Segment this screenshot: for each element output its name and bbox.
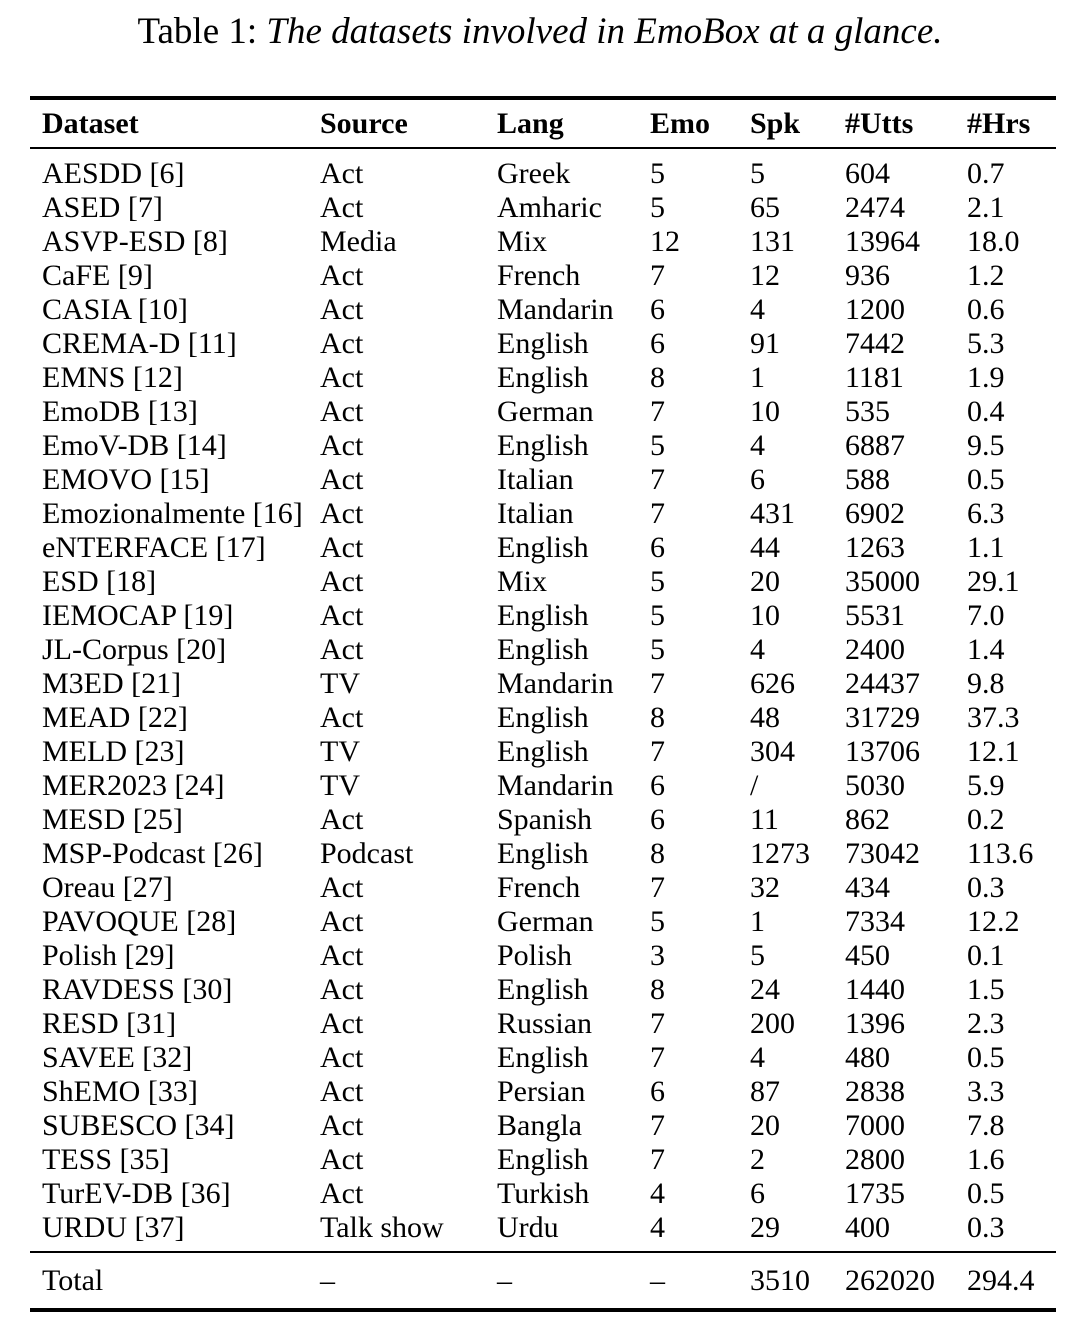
cell-utts: 2800: [845, 1143, 905, 1176]
cell-lang: Persian: [497, 1075, 586, 1108]
cell-lang: Amharic: [497, 191, 602, 224]
cell-emo: 3: [650, 939, 665, 972]
cell-hrs: 1.1: [967, 531, 1005, 564]
table-row: [30, 701, 1056, 735]
cell-emo: 8: [650, 837, 665, 870]
cell-lang: German: [497, 395, 594, 428]
cell-spk: 4: [750, 429, 765, 462]
total-cell-utts: 262020: [845, 1252, 967, 1310]
cell-utts: 7334: [845, 905, 905, 938]
cell-dataset: Emozionalmente [16]: [42, 497, 303, 530]
table-row: [30, 1177, 1056, 1211]
cell-spk: 10: [750, 395, 780, 428]
table-row: [30, 191, 1056, 225]
table-row: [30, 531, 1056, 565]
cell-utts: 862: [845, 803, 890, 836]
table-row: [30, 871, 1056, 905]
table-row: [30, 293, 1056, 327]
cell-spk: 1: [750, 905, 765, 938]
cell-source: Act: [320, 463, 364, 496]
cell-utts: 1735: [845, 1177, 905, 1210]
cell-dataset: MER2023 [24]: [42, 769, 225, 802]
table-row: [30, 905, 1056, 939]
cell-lang: English: [497, 837, 589, 870]
table-row: [30, 803, 1056, 837]
datasets-table: [30, 96, 1056, 1312]
table-row: [30, 769, 1056, 803]
cell-dataset: eNTERFACE [17]: [42, 531, 266, 564]
cell-source: Act: [320, 565, 364, 598]
cell-dataset: ShEMO [33]: [42, 1075, 198, 1108]
cell-lang: English: [497, 599, 589, 632]
cell-spk: 87: [750, 1075, 780, 1108]
cell-dataset: EmoDB [13]: [42, 395, 198, 428]
cell-lang: French: [497, 871, 581, 904]
table-row: [30, 565, 1056, 599]
cell-lang: Urdu: [497, 1211, 559, 1244]
cell-lang: Polish: [497, 939, 573, 972]
cell-spk: 1: [750, 361, 765, 394]
cell-dataset: MESD [25]: [42, 803, 183, 836]
cell-utts: 434: [845, 871, 890, 904]
cell-source: Act: [320, 905, 364, 938]
table-row: [30, 1075, 1056, 1109]
cell-dataset: Polish [29]: [42, 939, 175, 972]
cell-spk: 10: [750, 599, 780, 632]
cell-lang: English: [497, 633, 589, 666]
caption-text: The datasets involved in EmoBox at a glance.: [266, 11, 943, 52]
col-header-hrs: #Hrs: [967, 98, 1056, 148]
cell-hrs: 0.1: [967, 939, 1005, 972]
cell-spk: 200: [750, 1007, 795, 1040]
cell-emo: 7: [650, 259, 665, 292]
total-cell-lang: –: [497, 1252, 650, 1310]
cell-source: Act: [320, 1177, 364, 1210]
cell-utts: 73042: [845, 837, 920, 870]
cell-emo: 6: [650, 327, 665, 360]
cell-hrs: 7.0: [967, 599, 1005, 632]
cell-spk: 24: [750, 973, 780, 1006]
cell-hrs: 0.2: [967, 803, 1005, 836]
cell-spk: 20: [750, 565, 780, 598]
cell-lang: Mandarin: [497, 293, 614, 326]
cell-spk: 29: [750, 1211, 780, 1244]
cell-emo: 7: [650, 1041, 665, 1074]
cell-dataset: EMOVO [15]: [42, 463, 210, 496]
cell-spk: 431: [750, 497, 795, 530]
cell-emo: 5: [650, 905, 665, 938]
cell-emo: 7: [650, 497, 665, 530]
cell-utts: 450: [845, 939, 890, 972]
cell-dataset: ASVP-ESD [8]: [42, 225, 228, 258]
cell-spk: 6: [750, 463, 765, 496]
cell-dataset: TESS [35]: [42, 1143, 170, 1176]
cell-lang: Mix: [497, 565, 548, 598]
col-header-lang: Lang: [497, 98, 650, 148]
table-row: [30, 497, 1056, 531]
cell-hrs: 12.1: [967, 735, 1020, 768]
cell-source: TV: [320, 735, 360, 768]
cell-spk: 65: [750, 191, 780, 224]
cell-utts: 480: [845, 1041, 890, 1074]
cell-source: Act: [320, 939, 364, 972]
col-header-emo: Emo: [650, 98, 750, 148]
table-row: [30, 837, 1056, 871]
cell-utts: 2838: [845, 1075, 905, 1108]
cell-utts: 1440: [845, 973, 905, 1006]
table-row: [30, 148, 1056, 191]
cell-emo: 8: [650, 973, 665, 1006]
cell-hrs: 1.2: [967, 259, 1005, 292]
cell-utts: 35000: [845, 565, 920, 598]
cell-lang: Spanish: [497, 803, 593, 836]
cell-spk: 626: [750, 667, 795, 700]
table-row: [30, 973, 1056, 1007]
cell-emo: 5: [650, 599, 665, 632]
table-row: [30, 259, 1056, 293]
cell-spk: 44: [750, 531, 780, 564]
cell-hrs: 2.1: [967, 191, 1005, 224]
cell-hrs: 3.3: [967, 1075, 1005, 1108]
cell-emo: 5: [650, 191, 665, 224]
cell-emo: 8: [650, 701, 665, 734]
cell-emo: 7: [650, 395, 665, 428]
cell-spk: 1273: [750, 837, 810, 870]
cell-utts: 400: [845, 1211, 890, 1244]
cell-lang: Mandarin: [497, 667, 614, 700]
total-cell-emo: –: [650, 1252, 750, 1310]
cell-lang: Mandarin: [497, 769, 614, 802]
cell-utts: 6902: [845, 497, 905, 530]
table-row: [30, 395, 1056, 429]
cell-dataset: CREMA-D [11]: [42, 327, 237, 360]
cell-emo: 4: [650, 1177, 665, 1210]
cell-dataset: CASIA [10]: [42, 293, 188, 326]
cell-lang: German: [497, 905, 594, 938]
cell-dataset: SAVEE [32]: [42, 1041, 193, 1074]
cell-emo: 4: [650, 1211, 665, 1244]
cell-lang: Mix: [497, 225, 548, 258]
cell-source: Podcast: [320, 837, 414, 870]
cell-source: Act: [320, 973, 364, 1006]
col-header-source: Source: [320, 98, 497, 148]
cell-utts: 5030: [845, 769, 905, 802]
cell-lang: Bangla: [497, 1109, 582, 1142]
cell-utts: 1181: [845, 361, 904, 394]
cell-source: Act: [320, 157, 364, 190]
cell-emo: 5: [650, 157, 665, 190]
cell-dataset: MELD [23]: [42, 735, 185, 768]
cell-lang: English: [497, 735, 589, 768]
cell-dataset: M3ED [21]: [42, 667, 182, 700]
table-row: [30, 735, 1056, 769]
cell-lang: English: [497, 361, 589, 394]
cell-lang: French: [497, 259, 581, 292]
cell-emo: 7: [650, 735, 665, 768]
cell-emo: 6: [650, 769, 665, 802]
cell-dataset: PAVOQUE [28]: [42, 905, 237, 938]
cell-lang: English: [497, 1041, 589, 1074]
cell-emo: 7: [650, 871, 665, 904]
cell-utts: 5531: [845, 599, 905, 632]
cell-utts: 2400: [845, 633, 905, 666]
cell-source: Act: [320, 429, 364, 462]
cell-source: Act: [320, 361, 364, 394]
table-row: [30, 1041, 1056, 1075]
cell-spk: /: [750, 769, 759, 802]
cell-source: Act: [320, 191, 364, 224]
table-caption: [0, 8, 1080, 56]
cell-hrs: 0.5: [967, 1041, 1005, 1074]
total-row: [30, 1252, 1056, 1310]
cell-utts: 1200: [845, 293, 905, 326]
table-body: [30, 148, 1056, 1252]
cell-utts: 13706: [845, 735, 920, 768]
cell-utts: 24437: [845, 667, 920, 700]
table-row: [30, 1143, 1056, 1177]
cell-lang: English: [497, 327, 589, 360]
cell-source: Act: [320, 1075, 364, 1108]
cell-hrs: 0.5: [967, 463, 1005, 496]
cell-hrs: 0.3: [967, 1211, 1005, 1244]
cell-spk: 5: [750, 939, 765, 972]
cell-emo: 7: [650, 1007, 665, 1040]
table-row: [30, 1109, 1056, 1143]
cell-spk: 6: [750, 1177, 765, 1210]
cell-utts: 31729: [845, 701, 920, 734]
col-header-spk: Spk: [750, 98, 845, 148]
cell-spk: 48: [750, 701, 780, 734]
cell-hrs: 1.5: [967, 973, 1005, 1006]
cell-dataset: ESD [18]: [42, 565, 157, 598]
col-header-dataset: Dataset: [30, 98, 320, 148]
cell-dataset: CaFE [9]: [42, 259, 153, 292]
cell-spk: 131: [750, 225, 795, 258]
cell-hrs: 5.3: [967, 327, 1005, 360]
cell-utts: 535: [845, 395, 890, 428]
cell-utts: 1263: [845, 531, 905, 564]
cell-source: TV: [320, 769, 360, 802]
cell-emo: 8: [650, 361, 665, 394]
cell-source: Act: [320, 803, 364, 836]
cell-hrs: 7.8: [967, 1109, 1005, 1142]
cell-emo: 6: [650, 531, 665, 564]
cell-spk: 91: [750, 327, 780, 360]
table-row: [30, 1007, 1056, 1041]
cell-lang: Italian: [497, 463, 574, 496]
cell-utts: 604: [845, 157, 890, 190]
cell-hrs: 113.6: [967, 837, 1034, 870]
cell-hrs: 0.5: [967, 1177, 1005, 1210]
table-row: [30, 361, 1056, 395]
cell-emo: 7: [650, 667, 665, 700]
cell-emo: 5: [650, 633, 665, 666]
cell-hrs: 0.6: [967, 293, 1005, 326]
cell-lang: Greek: [497, 157, 571, 190]
cell-dataset: AESDD [6]: [42, 157, 185, 190]
cell-utts: 1396: [845, 1007, 905, 1040]
cell-emo: 5: [650, 565, 665, 598]
cell-source: Act: [320, 259, 364, 292]
cell-utts: 2474: [845, 191, 905, 224]
cell-utts: 588: [845, 463, 890, 496]
cell-hrs: 9.5: [967, 429, 1005, 462]
cell-lang: English: [497, 701, 589, 734]
table-row: [30, 1211, 1056, 1252]
cell-hrs: 2.3: [967, 1007, 1005, 1040]
total-cell-source: –: [320, 1252, 497, 1310]
cell-spk: 32: [750, 871, 780, 904]
cell-source: Act: [320, 327, 364, 360]
caption-label: Table 1:: [137, 11, 258, 52]
cell-dataset: ASED [7]: [42, 191, 163, 224]
table-row: [30, 225, 1056, 259]
cell-spk: 304: [750, 735, 795, 768]
cell-dataset: URDU [37]: [42, 1211, 185, 1244]
cell-spk: 4: [750, 293, 765, 326]
cell-source: Act: [320, 1007, 364, 1040]
cell-spk: 5: [750, 157, 765, 190]
cell-source: Media: [320, 225, 397, 258]
table-row: [30, 939, 1056, 973]
cell-hrs: 29.1: [967, 565, 1020, 598]
cell-spk: 12: [750, 259, 780, 292]
cell-hrs: 12.2: [967, 905, 1020, 938]
table-row: [30, 327, 1056, 361]
cell-emo: 6: [650, 1075, 665, 1108]
cell-source: Talk show: [320, 1211, 444, 1244]
cell-hrs: 37.3: [967, 701, 1020, 734]
table-row: [30, 429, 1056, 463]
cell-spk: 4: [750, 633, 765, 666]
cell-dataset: RESD [31]: [42, 1007, 177, 1040]
cell-dataset: IEMOCAP [19]: [42, 599, 234, 632]
total-cell-dataset: Total: [30, 1252, 320, 1310]
cell-source: Act: [320, 395, 364, 428]
cell-dataset: JL-Corpus [20]: [42, 633, 227, 666]
cell-hrs: 1.4: [967, 633, 1005, 666]
cell-spk: 4: [750, 1041, 765, 1074]
cell-spk: 11: [750, 803, 779, 836]
cell-source: Act: [320, 1109, 364, 1142]
table-row: [30, 667, 1056, 701]
table-head-row: [30, 98, 1056, 148]
cell-lang: English: [497, 429, 589, 462]
cell-source: Act: [320, 599, 364, 632]
cell-hrs: 1.6: [967, 1143, 1005, 1176]
cell-lang: English: [497, 1143, 589, 1176]
cell-utts: 7000: [845, 1109, 905, 1142]
cell-dataset: Oreau [27]: [42, 871, 173, 904]
cell-emo: 7: [650, 1109, 665, 1142]
cell-spk: 20: [750, 1109, 780, 1142]
cell-spk: 2: [750, 1143, 765, 1176]
cell-source: Act: [320, 871, 364, 904]
cell-lang: English: [497, 973, 589, 1006]
cell-dataset: MEAD [22]: [42, 701, 188, 734]
cell-dataset: SUBESCO [34]: [42, 1109, 235, 1142]
cell-emo: 12: [650, 225, 680, 258]
table-row: [30, 599, 1056, 633]
cell-source: Act: [320, 497, 364, 530]
cell-hrs: 5.9: [967, 769, 1005, 802]
total-cell-hrs: 294.4: [967, 1252, 1056, 1310]
cell-dataset: RAVDESS [30]: [42, 973, 233, 1006]
cell-source: Act: [320, 701, 364, 734]
cell-hrs: 0.3: [967, 871, 1005, 904]
cell-dataset: EMNS [12]: [42, 361, 183, 394]
cell-lang: Turkish: [497, 1177, 590, 1210]
cell-hrs: 0.7: [967, 157, 1005, 190]
cell-emo: 7: [650, 1143, 665, 1176]
table-row: [30, 633, 1056, 667]
cell-utts: 13964: [845, 225, 920, 258]
table-row: [30, 463, 1056, 497]
col-header-utts: #Utts: [845, 98, 967, 148]
cell-dataset: MSP-Podcast [26]: [42, 837, 263, 870]
cell-utts: 6887: [845, 429, 905, 462]
cell-emo: 7: [650, 463, 665, 496]
cell-hrs: 1.9: [967, 361, 1005, 394]
cell-hrs: 6.3: [967, 497, 1005, 530]
cell-source: Act: [320, 293, 364, 326]
cell-emo: 5: [650, 429, 665, 462]
cell-source: Act: [320, 531, 364, 564]
cell-lang: English: [497, 531, 589, 564]
cell-source: Act: [320, 1143, 364, 1176]
total-cell-spk: 3510: [750, 1252, 845, 1310]
cell-utts: 936: [845, 259, 890, 292]
cell-dataset: EmoV-DB [14]: [42, 429, 227, 462]
cell-dataset: TurEV-DB [36]: [42, 1177, 231, 1210]
cell-emo: 6: [650, 803, 665, 836]
cell-utts: 7442: [845, 327, 905, 360]
cell-emo: 6: [650, 293, 665, 326]
cell-hrs: 9.8: [967, 667, 1005, 700]
cell-source: Act: [320, 1041, 364, 1074]
cell-lang: Italian: [497, 497, 574, 530]
cell-source: Act: [320, 633, 364, 666]
cell-hrs: 0.4: [967, 395, 1005, 428]
cell-hrs: 18.0: [967, 225, 1020, 258]
cell-source: TV: [320, 667, 360, 700]
cell-lang: Russian: [497, 1007, 593, 1040]
